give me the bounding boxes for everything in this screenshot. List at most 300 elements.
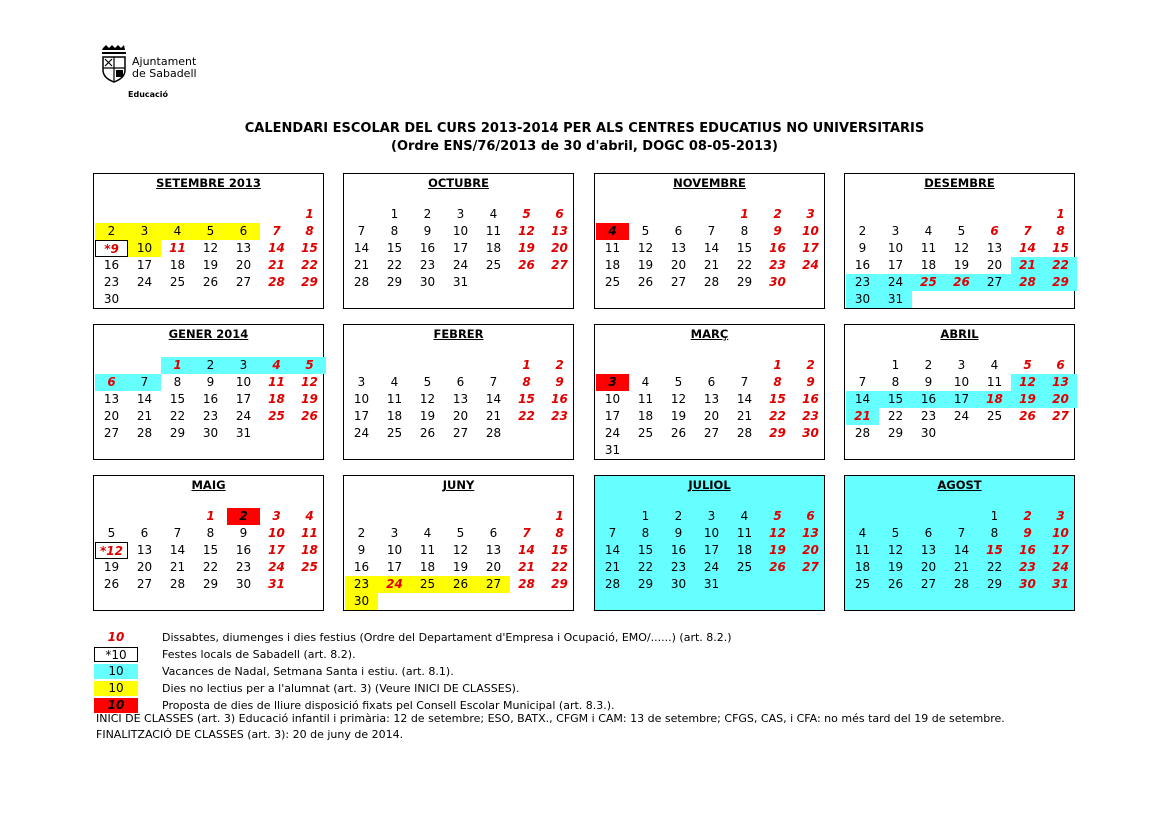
month-1 (93, 173, 324, 309)
day-cell: 7 (740, 375, 749, 389)
day-cell: 27 (136, 577, 153, 591)
day-cell: 28 (353, 275, 370, 289)
day-cell: 3 (806, 207, 815, 221)
day-cell: 7 (128, 374, 161, 391)
day-cell: 22 (551, 560, 568, 574)
day-cell: 21 (846, 408, 879, 425)
day-cell: 11 (854, 543, 871, 557)
day-cell: 22 (301, 258, 318, 272)
day-cell: 30 (103, 292, 120, 306)
day-cell: 4 (740, 509, 749, 523)
day-cell: 8 (555, 526, 564, 540)
legend-text: Vacances de Nadal, Setmana Santa i estiu. (art. 8.1). (162, 665, 454, 678)
month-name: MARÇ (690, 327, 729, 341)
day-cell: 4 (423, 526, 432, 540)
day-cell: 4 (990, 358, 999, 372)
day-cell: *9 (95, 240, 128, 257)
month-name: OCTUBRE (428, 176, 489, 190)
day-cell: 13 (802, 526, 819, 540)
day-cell: 2 (423, 207, 432, 221)
day-cell: 13 (235, 241, 252, 255)
day-cell: 22 (386, 258, 403, 272)
day-cell: 12 (452, 543, 469, 557)
day-cell: 23 (103, 275, 120, 289)
day-cell: 13 (452, 392, 469, 406)
day-cell: 29 (769, 426, 786, 440)
day-cell: 18 (386, 409, 403, 423)
day-cell: 13 (136, 543, 153, 557)
day-cell: 19 (887, 560, 904, 574)
day-cell: 10 (953, 375, 970, 389)
day-cell: 1 (161, 357, 194, 374)
day-cell: 23 (802, 409, 819, 423)
day-cell: 7 (858, 375, 867, 389)
day-cell: 21 (953, 560, 970, 574)
day-cell: 10 (452, 224, 469, 238)
month-name: GENER 2014 (168, 327, 249, 341)
day-cell: 20 (551, 241, 568, 255)
day-cell: 6 (924, 526, 933, 540)
day-cell: 14 (518, 543, 535, 557)
day-cell: 10 (128, 240, 161, 257)
day-cell: 26 (202, 275, 219, 289)
day-cell: 29 (386, 275, 403, 289)
day-cell: 24 (353, 426, 370, 440)
day-cell: 21 (485, 409, 502, 423)
day-cell: 14 (353, 241, 370, 255)
day-cell: 26 (444, 576, 477, 593)
day-cell: 30 (769, 275, 786, 289)
day-cell: 31 (452, 275, 469, 289)
day-cell: 16 (854, 258, 871, 272)
day-cell: 5 (773, 509, 782, 523)
day-cell: 11 (986, 375, 1003, 389)
day-cell: 30 (1019, 577, 1036, 591)
day-cell: 29 (986, 577, 1003, 591)
day-cell: 11 (485, 224, 502, 238)
day-cell: 4 (489, 207, 498, 221)
legend-sample: 10 (94, 664, 138, 679)
day-cell: 5 (456, 526, 465, 540)
day-cell: 11 (604, 241, 621, 255)
day-cell: 16 (551, 392, 568, 406)
day-cell: 24 (136, 275, 153, 289)
month-name: NOVEMBRE (673, 176, 746, 190)
day-cell: 1 (390, 207, 399, 221)
day-cell: 10 (887, 241, 904, 255)
day-cell: 17 (235, 392, 252, 406)
day-cell: 9 (423, 224, 432, 238)
day-cell: 24 (452, 258, 469, 272)
day-cell: 28 (953, 577, 970, 591)
day-cell: 8 (173, 375, 182, 389)
day-cell: 11 (268, 375, 285, 389)
day-cell: 21 (518, 560, 535, 574)
day-cell: 17 (136, 258, 153, 272)
day-cell: 17 (802, 241, 819, 255)
day-cell: 31 (1052, 577, 1069, 591)
day-cell: 11 (169, 241, 186, 255)
day-cell: 16 (670, 543, 687, 557)
day-cell: 3 (707, 509, 716, 523)
day-cell: 15 (202, 543, 219, 557)
day-cell: 19 (1011, 391, 1044, 408)
day-cell: 9 (206, 375, 215, 389)
month-name: AGOST (937, 478, 982, 492)
day-cell: 8 (773, 375, 782, 389)
day-cell: 14 (846, 391, 879, 408)
day-cell: 10 (235, 375, 252, 389)
day-cell: 11 (637, 392, 654, 406)
day-cell: 2 (1023, 509, 1032, 523)
day-cell: 22 (769, 409, 786, 423)
month-2 (343, 173, 574, 309)
day-cell: 2 (924, 358, 933, 372)
day-cell: 2 (773, 207, 782, 221)
day-cell: 12 (670, 392, 687, 406)
day-cell: 12 (769, 526, 786, 540)
day-cell: 25 (637, 426, 654, 440)
org-line-1: Ajuntament (132, 55, 197, 68)
day-cell: 9 (674, 526, 683, 540)
day-cell: 18 (637, 409, 654, 423)
day-cell: 23 (920, 409, 937, 423)
day-cell: 31 (604, 443, 621, 457)
day-cell: 22 (986, 560, 1003, 574)
day-cell: 3 (957, 358, 966, 372)
day-cell: 26 (1019, 409, 1036, 423)
day-cell: 24 (268, 560, 285, 574)
day-cell: 25 (986, 409, 1003, 423)
day-cell: 14 (736, 392, 753, 406)
day-cell: 20 (452, 409, 469, 423)
month-name: JUNY (442, 478, 475, 492)
day-cell: 23 (419, 258, 436, 272)
month-3 (594, 173, 825, 309)
day-cell: 30 (846, 291, 879, 308)
month-12 (844, 475, 1075, 611)
day-cell: 19 (202, 258, 219, 272)
day-cell: 4 (305, 509, 314, 523)
month-7 (594, 324, 825, 460)
day-cell: 9 (924, 375, 933, 389)
month-name: MAIG (191, 478, 226, 492)
day-cell: 23 (670, 560, 687, 574)
day-cell: 13 (670, 241, 687, 255)
day-cell: 3 (227, 357, 260, 374)
day-cell: 20 (986, 258, 1003, 272)
day-cell: 15 (518, 392, 535, 406)
day-cell: 21 (353, 258, 370, 272)
day-cell: 26 (887, 577, 904, 591)
day-cell: 2 (858, 224, 867, 238)
day-cell: 25 (268, 409, 285, 423)
day-cell: 30 (802, 426, 819, 440)
day-cell: 28 (485, 426, 502, 440)
day-cell: 12 (953, 241, 970, 255)
classes-end-note: FINALITZACIÓ DE CLASSES (art. 3): 20 de juny de 2014. (96, 728, 404, 741)
day-cell: 6 (555, 207, 564, 221)
day-cell: 24 (235, 409, 252, 423)
day-cell: 27 (452, 426, 469, 440)
day-cell: 14 (1019, 241, 1036, 255)
day-cell: 16 (419, 241, 436, 255)
day-cell: 10 (1052, 526, 1069, 540)
day-cell: 13 (485, 543, 502, 557)
day-cell: 8 (305, 224, 314, 238)
day-cell: 20 (136, 560, 153, 574)
day-cell: 26 (103, 577, 120, 591)
day-cell: 28 (703, 275, 720, 289)
day-cell: 4 (924, 224, 933, 238)
day-cell: 14 (953, 543, 970, 557)
legend-sample: 10 (94, 698, 138, 713)
day-cell: 17 (887, 258, 904, 272)
day-cell: 19 (769, 543, 786, 557)
day-cell: 26 (769, 560, 786, 574)
day-cell: 14 (169, 543, 186, 557)
day-cell: 12 (301, 375, 318, 389)
day-cell: 12 (202, 241, 219, 255)
day-cell: 5 (674, 375, 683, 389)
day-cell: 6 (95, 374, 128, 391)
day-cell: 7 (173, 526, 182, 540)
day-cell: 23 (769, 258, 786, 272)
day-cell: 3 (390, 526, 399, 540)
day-cell: 21 (136, 409, 153, 423)
day-cell: 12 (518, 224, 535, 238)
department-name: Educació (128, 90, 169, 99)
day-cell: 27 (802, 560, 819, 574)
day-cell: 29 (301, 275, 318, 289)
day-cell: 28 (736, 426, 753, 440)
day-cell: 19 (103, 560, 120, 574)
day-cell: 24 (378, 576, 411, 593)
day-cell: 27 (920, 577, 937, 591)
day-cell: 14 (268, 241, 285, 255)
day-cell: 10 (268, 526, 285, 540)
day-cell: 22 (169, 409, 186, 423)
day-cell: 18 (604, 258, 621, 272)
day-cell: 1 (206, 509, 215, 523)
day-cell: 4 (858, 526, 867, 540)
day-cell: 14 (703, 241, 720, 255)
day-cell: 26 (945, 274, 978, 291)
day-cell: 31 (703, 577, 720, 591)
day-cell: 26 (419, 426, 436, 440)
day-cell: 11 (920, 241, 937, 255)
legend-text: Festes locals de Sabadell (art. 8.2). (162, 648, 356, 661)
day-cell: 28 (268, 275, 285, 289)
day-cell: 2 (227, 508, 260, 525)
day-cell: 21 (604, 560, 621, 574)
day-cell: 8 (390, 224, 399, 238)
day-cell: 18 (736, 543, 753, 557)
day-cell: 27 (103, 426, 120, 440)
day-cell: 11 (386, 392, 403, 406)
day-cell: 22 (887, 409, 904, 423)
day-cell: 25 (854, 577, 871, 591)
day-cell: 26 (670, 426, 687, 440)
day-cell: 30 (419, 275, 436, 289)
day-cell: 6 (227, 223, 260, 240)
day-cell: 16 (202, 392, 219, 406)
day-cell: 5 (107, 526, 116, 540)
day-cell: 8 (1056, 224, 1065, 238)
day-cell: 10 (703, 526, 720, 540)
page-title: CALENDARI ESCOLAR DEL CURS 2013-2014 PER ALS CENTRES EDUCATIUS NO UNIVERSITARIS (244, 121, 925, 136)
day-cell: 17 (1052, 543, 1069, 557)
day-cell: 4 (390, 375, 399, 389)
day-cell: 22 (736, 258, 753, 272)
day-cell: 15 (551, 543, 568, 557)
day-cell: 17 (268, 543, 285, 557)
day-cell: 4 (641, 375, 650, 389)
day-cell: 13 (1044, 374, 1077, 391)
month-name: ABRIL (940, 327, 979, 341)
day-cell: 8 (891, 375, 900, 389)
day-cell: 10 (353, 392, 370, 406)
page-subtitle: (Ordre ENS/76/2013 de 30 d'abril, DOGC 08-05-2013) (391, 139, 778, 154)
day-cell: 3 (272, 509, 281, 523)
org-line-2: de Sabadell (132, 67, 197, 80)
day-cell: 6 (990, 224, 999, 238)
day-cell: 7 (272, 224, 281, 238)
day-cell: 27 (551, 258, 568, 272)
day-cell: 25 (169, 275, 186, 289)
day-cell: 1 (305, 207, 314, 221)
day-cell: 29 (169, 426, 186, 440)
day-cell: 29 (202, 577, 219, 591)
day-cell: 16 (912, 391, 945, 408)
day-cell: 1 (891, 358, 900, 372)
day-cell: 27 (978, 274, 1011, 291)
day-cell: 13 (986, 241, 1003, 255)
day-cell: 9 (239, 526, 248, 540)
day-cell: 24 (604, 426, 621, 440)
legend-text: Proposta de dies de lliure disposició fixats pel Consell Escolar Municipal (art. 8.3.). (162, 699, 615, 712)
day-cell: 1 (773, 358, 782, 372)
day-cell: 23 (1019, 560, 1036, 574)
day-cell: 10 (802, 224, 819, 238)
day-cell: 15 (736, 241, 753, 255)
day-cell: 29 (551, 577, 568, 591)
day-cell: 5 (522, 207, 531, 221)
day-cell: 22 (202, 560, 219, 574)
day-cell: 21 (169, 560, 186, 574)
day-cell: 18 (301, 543, 318, 557)
day-cell: 1 (990, 509, 999, 523)
day-cell: 16 (235, 543, 252, 557)
day-cell: 15 (386, 241, 403, 255)
day-cell: 15 (169, 392, 186, 406)
day-cell: 11 (419, 543, 436, 557)
day-cell: 5 (293, 357, 326, 374)
day-cell: 31 (879, 291, 912, 308)
day-cell: 3 (357, 375, 366, 389)
day-cell: 15 (879, 391, 912, 408)
day-cell: 14 (485, 392, 502, 406)
day-cell: *12 (95, 542, 128, 559)
day-cell: 25 (912, 274, 945, 291)
day-cell: 25 (485, 258, 502, 272)
day-cell: 2 (555, 358, 564, 372)
day-cell: 19 (953, 258, 970, 272)
day-cell: 2 (357, 526, 366, 540)
day-cell: 13 (551, 224, 568, 238)
day-cell: 12 (1011, 374, 1044, 391)
day-cell: 15 (301, 241, 318, 255)
day-cell: 19 (670, 409, 687, 423)
day-cell: 30 (202, 426, 219, 440)
day-cell: 24 (879, 274, 912, 291)
month-name: SETEMBRE 2013 (156, 176, 261, 190)
day-cell: 17 (386, 560, 403, 574)
month-name: DESEMBRE (924, 176, 995, 190)
day-cell: 30 (345, 593, 378, 610)
day-cell: 25 (736, 560, 753, 574)
day-cell: 10 (386, 543, 403, 557)
day-cell: 9 (806, 375, 815, 389)
day-cell: 8 (990, 526, 999, 540)
day-cell: 24 (703, 560, 720, 574)
day-cell: 20 (802, 543, 819, 557)
day-cell: 19 (452, 560, 469, 574)
day-cell: 2 (806, 358, 815, 372)
day-cell: 20 (1044, 391, 1077, 408)
day-cell: 24 (802, 258, 819, 272)
day-cell: 4 (596, 223, 629, 240)
day-cell: 24 (1052, 560, 1069, 574)
day-cell: 17 (452, 241, 469, 255)
day-cell: 8 (641, 526, 650, 540)
day-cell: 6 (456, 375, 465, 389)
legend-text: Dissabtes, diumenges i dies festius (Ordre del Departament d'Empresa i Ocupació, EMO/......) (art. 8.2.) (162, 631, 732, 644)
day-cell: 23 (235, 560, 252, 574)
month-8 (844, 324, 1075, 460)
day-cell: 27 (703, 426, 720, 440)
day-cell: 15 (637, 543, 654, 557)
day-cell: 18 (485, 241, 502, 255)
day-cell: 29 (1044, 274, 1077, 291)
day-cell: 27 (477, 576, 510, 593)
classes-start-note: INICI DE CLASSES (art. 3) Educació infantil i primària: 12 de setembre; ESO, BATX., CFGM i CAM: 13 de setembre; CFGS, CAS, i CFA: no més tard del 19 de setembre. (96, 712, 1005, 725)
legend-sample: 10 (94, 681, 138, 696)
day-cell: 1 (740, 207, 749, 221)
day-cell: 25 (301, 560, 318, 574)
day-cell: 1 (555, 509, 564, 523)
day-cell: 3 (596, 374, 629, 391)
day-cell: 28 (854, 426, 871, 440)
day-cell: 3 (891, 224, 900, 238)
day-cell: 27 (1052, 409, 1069, 423)
day-cell: 16 (1019, 543, 1036, 557)
day-cell: 13 (920, 543, 937, 557)
month-9 (93, 475, 324, 611)
day-cell: 11 (736, 526, 753, 540)
day-cell: 13 (103, 392, 120, 406)
day-cell: 3 (128, 223, 161, 240)
day-cell: 23 (846, 274, 879, 291)
day-cell: 15 (769, 392, 786, 406)
coat-of-arms-icon (100, 44, 128, 84)
day-cell: 10 (604, 392, 621, 406)
day-cell: 7 (522, 526, 531, 540)
day-cell: 28 (604, 577, 621, 591)
day-cell: 28 (169, 577, 186, 591)
day-cell: 7 (1023, 224, 1032, 238)
day-cell: 23 (551, 409, 568, 423)
